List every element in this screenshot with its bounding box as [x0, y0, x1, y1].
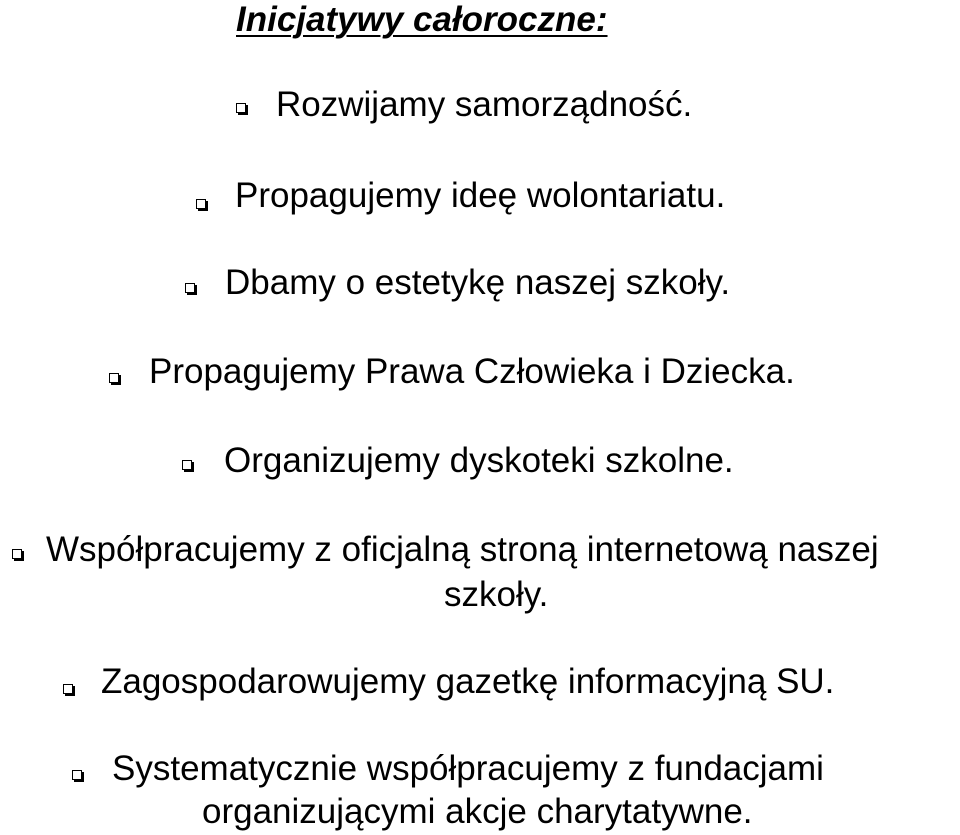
slide-title: Inicjatywy całoroczne: [236, 0, 608, 39]
list-item-1: Rozwijamy samorządność. [276, 85, 693, 124]
list-item-7: Zagospodarowujemy gazetkę informacyjną SU. [101, 662, 835, 701]
hollow-square-bullet-icon [236, 103, 246, 113]
hollow-square-bullet-icon [182, 460, 192, 470]
list-item-2: Propagujemy ideę wolontariatu. [235, 176, 726, 215]
list-item-6-line-1: Współpracujemy z oficjalną stroną internetową naszej [46, 530, 879, 569]
list-item-4: Propagujemy Prawa Człowieka i Dziecka. [149, 352, 795, 391]
hollow-square-bullet-icon [185, 283, 195, 293]
hollow-square-bullet-icon [63, 684, 73, 694]
hollow-square-bullet-icon [72, 770, 82, 780]
list-item-3: Dbamy o estetykę naszej szkoły. [225, 263, 731, 302]
list-item-8-line-2: organizującymi akcje charytatywne. [202, 792, 753, 831]
hollow-square-bullet-icon [12, 549, 22, 559]
list-item-8-line-1: Systematycznie współpracujemy z fundacjami [112, 749, 824, 788]
hollow-square-bullet-icon [109, 373, 119, 383]
list-item-6-line-2: szkoły. [444, 575, 549, 614]
list-item-5: Organizujemy dyskoteki szkolne. [224, 441, 734, 480]
hollow-square-bullet-icon [196, 199, 206, 209]
